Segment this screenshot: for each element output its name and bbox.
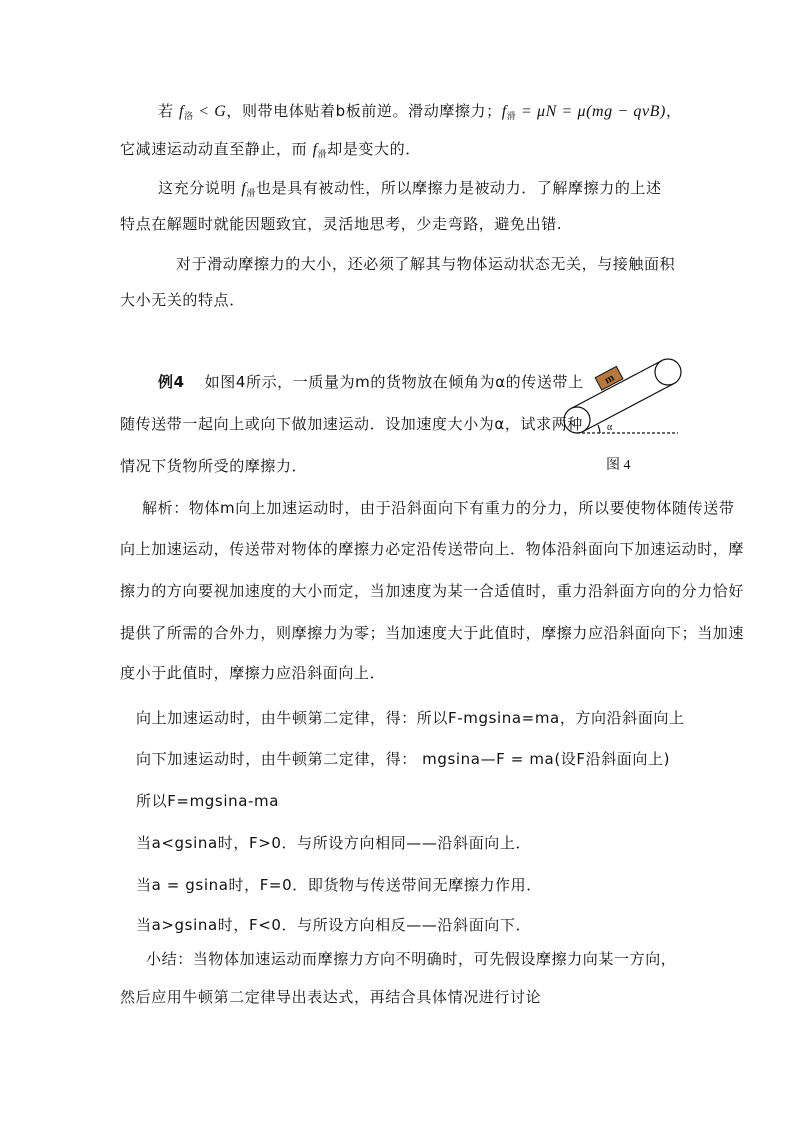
f-symbol-2: f (501, 103, 507, 120)
example-label: 例4 (158, 373, 185, 391)
p1-text-a: 若 (158, 102, 179, 120)
analysis-line3: 擦力的方向要视加速度的大小而定，当加速度为某一合适值时，重力沿斜面方向的分力恰好 (120, 582, 745, 600)
f-symbol-3: f (312, 141, 318, 158)
example-4-line2: 随传送带一起向上或向下做加速运动．设加速度大小为α，试求两种 (120, 415, 583, 433)
p1-line2 (120, 138, 421, 160)
figure-caption: 图 4 (606, 458, 631, 473)
p3-line1: 对于滑动摩擦力的大小，还必须了解其与物体运动状态无关，与接触面积 (176, 255, 676, 273)
p1b-text-a: 它减速运动动直至静止，而 (120, 140, 313, 158)
box-label: m (602, 371, 617, 387)
analysis-line4: 提供了所需的合外力，则摩擦力为零；当加速度大于此值时，摩擦力应沿斜面向下；当加速 (120, 624, 745, 642)
angle-arc (598, 425, 600, 433)
f-subscript-4: 滑 (246, 189, 257, 199)
case-less-than: 当a<gsina时，F>0．与所设方向相同——沿斜面向上． (136, 834, 532, 852)
example-text-1: 如图4所示，一质量为m的货物放在倾角为α的传送带上 (204, 373, 584, 391)
f-subscript: 洛 (184, 112, 194, 122)
analysis-line2: 向上加速运动，传送带对物体的摩擦力必定沿传送带向上．物体沿斜面向下加速运动时，摩 (120, 540, 745, 558)
summary-line2: 然后应用牛顿第二定律导出表达式，再结合具体情况进行讨论 (120, 988, 542, 1006)
p3-line2: 大小无关的特点． (120, 291, 245, 309)
example-4-line3: 情况下货物所受的摩擦力． (120, 457, 308, 475)
p2-line1 (158, 177, 662, 199)
p2-text-b: 也是具有被动性，所以摩擦力是被动力．了解摩擦力的上述 (256, 179, 662, 197)
friction-formula: = μN = μ(mg − qvB) (516, 103, 666, 120)
p2-text-a: 这充分说明 (158, 179, 242, 197)
f-subscript-3: 滑 (317, 150, 328, 160)
conveyor-belt-figure (560, 356, 690, 436)
equation-line1: 向上加速运动时，由牛顿第二定律，得：所以F-mgsina=ma，方向沿斜面向上 (136, 709, 685, 727)
equation-line3: 所以F=mgsina-ma (136, 792, 280, 810)
p1-text-b: ，则带电体贴着b板前逆。滑动摩擦力； (226, 102, 502, 120)
case-equal: 当a = gsina时，F=0．即货物与传送带间无摩擦力作用． (136, 876, 542, 894)
summary-line1: 小结：当物体加速运动而摩擦力方向不明确时，可先假设摩擦力向某一方向， (146, 950, 677, 968)
analysis-line5: 度小于此值时，摩擦力应沿斜面向上． (120, 664, 386, 682)
upper-pulley (655, 359, 681, 385)
p2-line2: 特点在解题时就能因题致宜，灵活地思考，少走弯路，避免出错. (120, 215, 563, 233)
p1-text-c: ， (666, 102, 682, 120)
lower-pulley (564, 407, 590, 433)
belt-bottom (583, 384, 674, 432)
analysis-line1: 解析：物体m向上加速运动时，由于沿斜面向下有重力的分力，所以要使物体随传送带 (142, 499, 735, 517)
f-symbol-4: f (241, 180, 247, 197)
case-greater-than: 当a>gsina时，F<0．与所设方向相反——沿斜面向下． (136, 916, 532, 934)
example-4-line1 (158, 371, 584, 392)
p1-line1 (158, 100, 682, 122)
p1b-text-b: 却是变大的． (327, 140, 421, 158)
f-symbol: f (178, 103, 185, 120)
angle-label: α (607, 422, 613, 433)
conveyor-belt-diagram (564, 359, 681, 433)
cargo-box (595, 366, 623, 390)
f-subscript-2: 滑 (506, 112, 517, 122)
equation-line2: 向下加速运动时，由牛顿第二定律，得： mgsina—F = ma(设F沿斜面向上) (136, 750, 671, 768)
lt-g: < G (193, 103, 227, 120)
